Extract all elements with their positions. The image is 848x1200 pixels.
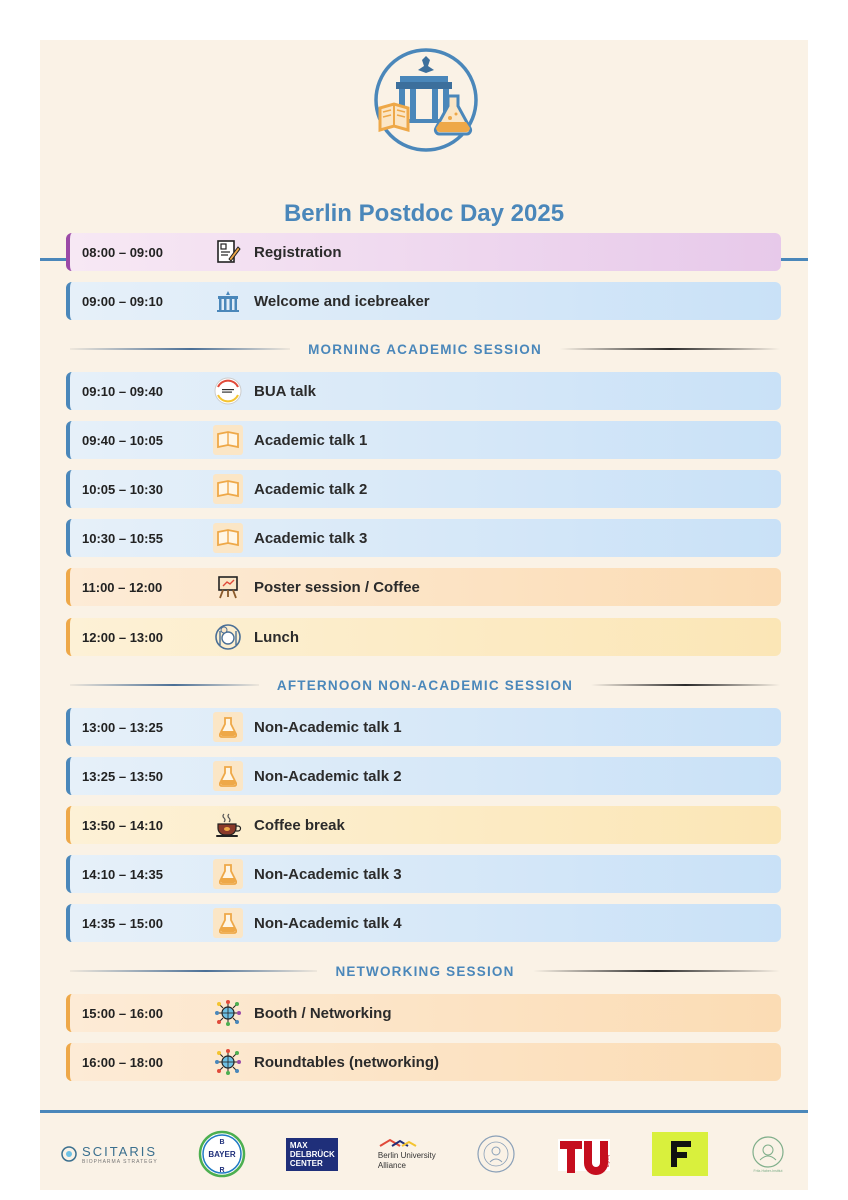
schedule-label: Welcome and icebreaker xyxy=(254,292,430,310)
schedule-label: Academic talk 1 xyxy=(254,431,368,449)
sponsor-mdc-line: MAX xyxy=(289,1140,308,1150)
schedule-label: Academic talk 3 xyxy=(254,529,368,547)
sponsor-scitaris-logo xyxy=(60,1129,158,1179)
schedule-row-non-academic-talk-2 xyxy=(66,757,781,795)
section-title: AFTERNOON NON-ACADEMIC SESSION xyxy=(276,677,574,693)
schedule-row-poster-session xyxy=(66,568,781,606)
lunch-plate-icon xyxy=(213,622,243,652)
schedule-time: 09:00 – 09:10 xyxy=(82,293,163,309)
schedule-label: Non-Academic talk 1 xyxy=(254,718,402,736)
schedule-label: Coffee break xyxy=(254,816,345,834)
section-title: NETWORKING SESSION xyxy=(335,963,515,979)
schedule-row-academic-talk-1 xyxy=(66,421,781,459)
brandenburg-gate-icon xyxy=(213,286,243,316)
section-divider-right xyxy=(591,684,780,686)
schedule-row-roundtables xyxy=(66,1043,781,1081)
page-title: Berlin Postdoc Day 2025 xyxy=(283,200,565,227)
bua-stripes-icon xyxy=(378,1138,418,1148)
schedule-label: BUA talk xyxy=(254,382,316,400)
schedule-time: 13:50 – 14:10 xyxy=(82,817,163,833)
flask-icon xyxy=(213,859,243,889)
network-globe-icon xyxy=(213,998,243,1028)
schedule-row-booth-networking xyxy=(66,994,781,1032)
open-book-icon xyxy=(213,425,243,455)
schedule-label: Booth / Networking xyxy=(254,1004,392,1022)
sponsor-bayer-name: BAYER xyxy=(208,1150,236,1159)
coffee-cup-icon xyxy=(213,810,243,840)
schedule-time: 12:00 – 13:00 xyxy=(82,629,163,645)
schedule-label: Lunch xyxy=(254,628,299,646)
sponsor-scitaris-name: SCITARIS xyxy=(82,1143,158,1159)
schedule-row-non-academic-talk-1 xyxy=(66,708,781,746)
section-heading-afternoon xyxy=(70,676,780,694)
schedule-time: 13:25 – 13:50 xyxy=(82,768,163,784)
schedule-time: 10:30 – 10:55 xyxy=(82,530,163,546)
schedule-row-non-academic-talk-3 xyxy=(66,855,781,893)
schedule-label: Registration xyxy=(254,243,342,261)
section-divider-left xyxy=(70,684,259,686)
sponsor-bua-logo xyxy=(378,1129,436,1179)
footer-divider xyxy=(40,1110,808,1113)
flask-icon xyxy=(213,761,243,791)
section-heading-morning xyxy=(70,340,780,358)
program-page xyxy=(40,40,808,1190)
schedule-row-non-academic-talk-4 xyxy=(66,904,781,942)
schedule-time: 10:05 – 10:30 xyxy=(82,481,163,497)
schedule-time: 11:00 – 12:00 xyxy=(82,579,163,595)
section-heading-networking xyxy=(70,962,780,980)
sponsor-f-logo xyxy=(652,1129,708,1179)
schedule-label: Non-Academic talk 3 xyxy=(254,865,402,883)
bua-logo-icon xyxy=(213,376,243,406)
open-book-icon xyxy=(213,523,243,553)
scitaris-mark-icon xyxy=(60,1145,78,1163)
sponsor-scitaris-tagline: BIOPHARMA STRATEGY xyxy=(82,1158,158,1165)
schedule-label: Non-Academic talk 2 xyxy=(254,767,402,785)
flask-icon xyxy=(213,712,243,742)
sponsor-tu-berlin-logo xyxy=(556,1129,612,1179)
schedule-label: Non-Academic talk 4 xyxy=(254,914,402,932)
sponsor-fhi-seal xyxy=(748,1129,788,1179)
schedule-row-academic-talk-3 xyxy=(66,519,781,557)
schedule-time: 15:00 – 16:00 xyxy=(82,1005,163,1021)
schedule-label: Academic talk 2 xyxy=(254,480,368,498)
schedule-time: 14:35 – 15:00 xyxy=(82,915,163,931)
schedule-time: 09:10 – 09:40 xyxy=(82,383,163,399)
section-divider-right xyxy=(560,348,780,350)
schedule-label: Roundtables (networking) xyxy=(254,1053,439,1071)
sponsor-mdc-logo xyxy=(286,1129,338,1179)
svg-text:B: B xyxy=(219,1139,225,1146)
schedule-time: 14:10 – 14:35 xyxy=(82,866,163,882)
schedule-row-coffee-break xyxy=(66,806,781,844)
flask-icon xyxy=(213,908,243,938)
section-divider-left xyxy=(70,348,290,350)
schedule-time: 13:00 – 13:25 xyxy=(82,719,163,735)
section-title: MORNING ACADEMIC SESSION xyxy=(308,341,542,357)
network-globe-icon xyxy=(213,1047,243,1077)
sponsor-mdc-line: DELBRÜCK xyxy=(289,1149,335,1159)
schedule-time: 08:00 – 09:00 xyxy=(82,244,163,260)
poster-easel-icon xyxy=(213,572,243,602)
schedule-time: 16:00 – 18:00 xyxy=(82,1054,163,1070)
section-divider-right xyxy=(533,970,780,972)
schedule-time: 09:40 – 10:05 xyxy=(82,432,163,448)
schedule-row-registration xyxy=(66,233,781,271)
schedule-row-bua-talk xyxy=(66,372,781,410)
sponsor-tu-tagline: berlin xyxy=(603,1155,610,1168)
sponsor-bayer-logo xyxy=(198,1129,246,1179)
sponsor-logos xyxy=(40,1118,808,1190)
sponsor-fhi-name: Fritz-Haber-Institut xyxy=(753,1169,783,1173)
open-book-icon xyxy=(213,474,243,504)
svg-text:R: R xyxy=(219,1167,225,1174)
sponsor-mdc-line: CENTER xyxy=(289,1158,323,1168)
sponsor-bua-line: Berlin University xyxy=(377,1150,436,1160)
f-letter-icon xyxy=(667,1139,693,1169)
schedule-row-academic-talk-2 xyxy=(66,470,781,508)
schedule-row-lunch xyxy=(66,618,781,656)
section-divider-left xyxy=(70,970,317,972)
registration-form-icon xyxy=(213,237,243,267)
schedule-label: Poster session / Coffee xyxy=(254,578,420,596)
sponsor-hu-seal xyxy=(476,1129,516,1179)
berlin-postdoc-day-logo xyxy=(370,46,482,154)
sponsor-bua-line: Alliance xyxy=(377,1160,406,1170)
schedule-row-welcome xyxy=(66,282,781,320)
